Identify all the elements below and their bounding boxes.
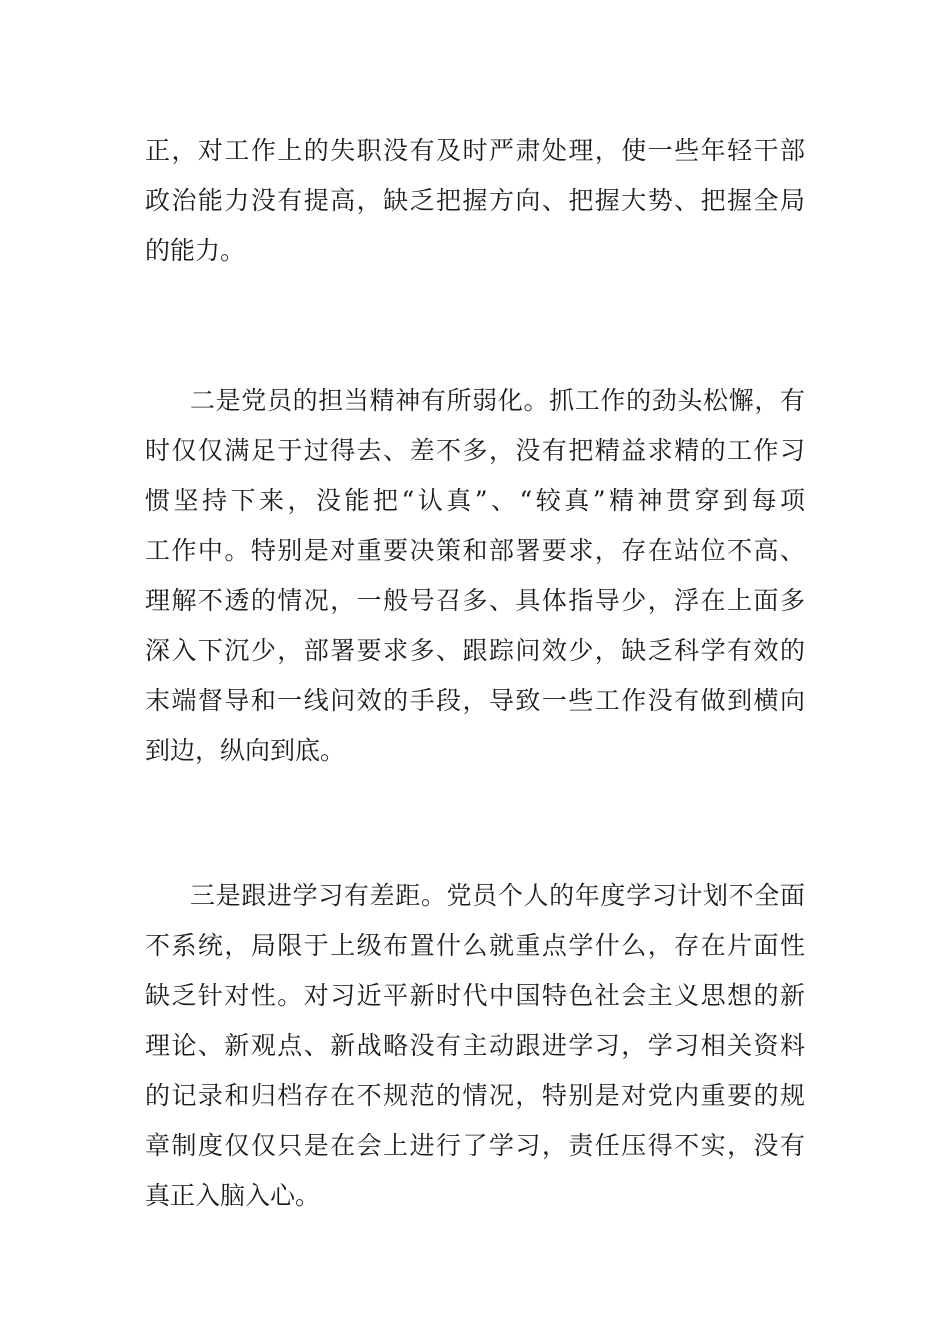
paragraph-line: 二是党员的担当精神有所弱化。抓工作的劲头松懈，有 [190,386,805,415]
paragraph-line: 的能力。 [145,236,246,265]
paragraph-line: 理解不透的情况，一般号召多、具体指导少，浮在上面多 [145,586,805,615]
paragraph-line: 工作中。特别是对重要决策和部署要求，存在站位不高、 [145,536,805,565]
paragraph-line: 三是跟进学习有差距。党员个人的年度学习计划不全面 [190,881,805,910]
paragraph-line: 政治能力没有提高，缺乏把握方向、把握大势、把握全局 [145,186,805,215]
paragraph-line: 末端督导和一线问效的手段，导致一些工作没有做到横向 [145,686,805,715]
paragraph-line: 惯坚持下来，没能把“认真”、“较真”精神贯穿到每项 [145,486,805,515]
paragraph-line: 缺乏针对性。对习近平新时代中国特色社会主义思想的新 [145,981,805,1010]
paragraph-line: 的记录和归档存在不规范的情况，特别是对党内重要的规 [145,1081,805,1110]
paragraph-line: 不系统，局限于上级布置什么就重点学什么，存在片面性 [145,931,805,960]
paragraph-line: 正，对工作上的失职没有及时严肃处理，使一些年轻干部 [145,136,805,165]
paragraph-line: 理论、新观点、新战略没有主动跟进学习，学习相关资料 [145,1031,805,1060]
paragraph-line: 真正入脑入心。 [145,1181,321,1210]
paragraph-line: 深入下沉少，部署要求多、跟踪问效少，缺乏科学有效的 [145,636,805,665]
paragraph-line: 时仅仅满足于过得去、差不多，没有把精益求精的工作习 [145,436,805,465]
paragraph-line: 章制度仅仅只是在会上进行了学习，责任压得不实，没有 [145,1131,805,1160]
paragraph-line: 到边，纵向到底。 [145,736,346,765]
